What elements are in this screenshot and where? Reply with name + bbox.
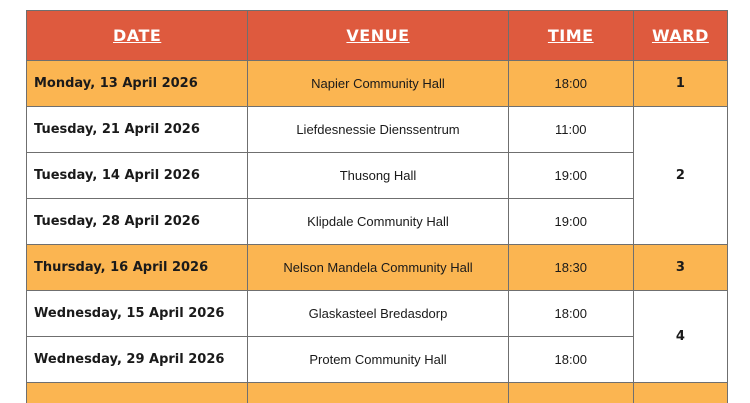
time-cell: 11:00	[508, 107, 633, 153]
date-cell: Tuesday, 14 April 2026	[27, 153, 248, 199]
table-row	[27, 61, 728, 107]
table-row	[27, 337, 728, 383]
table-row	[27, 245, 728, 291]
table-row	[27, 153, 728, 199]
ward-cell: 1	[633, 61, 727, 107]
venue-cell: Liefdesnessie Dienssentrum	[248, 107, 508, 153]
time-cell: 19:00	[508, 199, 633, 245]
venue-cell: Thusong Hall	[248, 153, 508, 199]
time-cell: 18:00	[508, 337, 633, 383]
venue-cell: Glaskasteel Bredasdorp	[248, 291, 508, 337]
date-cell: Thursday, 16 April 2026	[27, 245, 248, 291]
date-cell: Monday, 13 April 2026	[27, 61, 248, 107]
date-cell: Wednesday, 15 April 2026	[27, 291, 248, 337]
date-cell: Tuesday, 21 April 2026	[27, 107, 248, 153]
header-date: DATE	[27, 11, 248, 61]
time-cell: 18:00	[508, 61, 633, 107]
venue-cell: Napier Community Hall	[248, 61, 508, 107]
date-cell: Wednesday, 29 April 2026	[27, 337, 248, 383]
ward-cell: 2	[633, 107, 727, 245]
header-ward: WARD	[633, 11, 727, 61]
header-venue: VENUE	[248, 11, 508, 61]
date-cell: Tuesday, 28 April 2026	[27, 199, 248, 245]
venue-cell: Klipdale Community Hall	[248, 199, 508, 245]
header-time: TIME	[508, 11, 633, 61]
ward-cell: 3	[633, 245, 727, 291]
table-row	[27, 199, 728, 245]
table-row	[27, 291, 728, 337]
time-cell: 19:00	[508, 153, 633, 199]
table-row	[27, 107, 728, 153]
venue-cell: Protem Community Hall	[248, 337, 508, 383]
header-row	[27, 11, 728, 61]
ward-cell: 4	[633, 291, 727, 383]
time-cell: 18:00	[508, 291, 633, 337]
time-cell: 18:30	[508, 245, 633, 291]
meeting-schedule-table	[26, 10, 728, 403]
venue-cell: Nelson Mandela Community Hall	[248, 245, 508, 291]
